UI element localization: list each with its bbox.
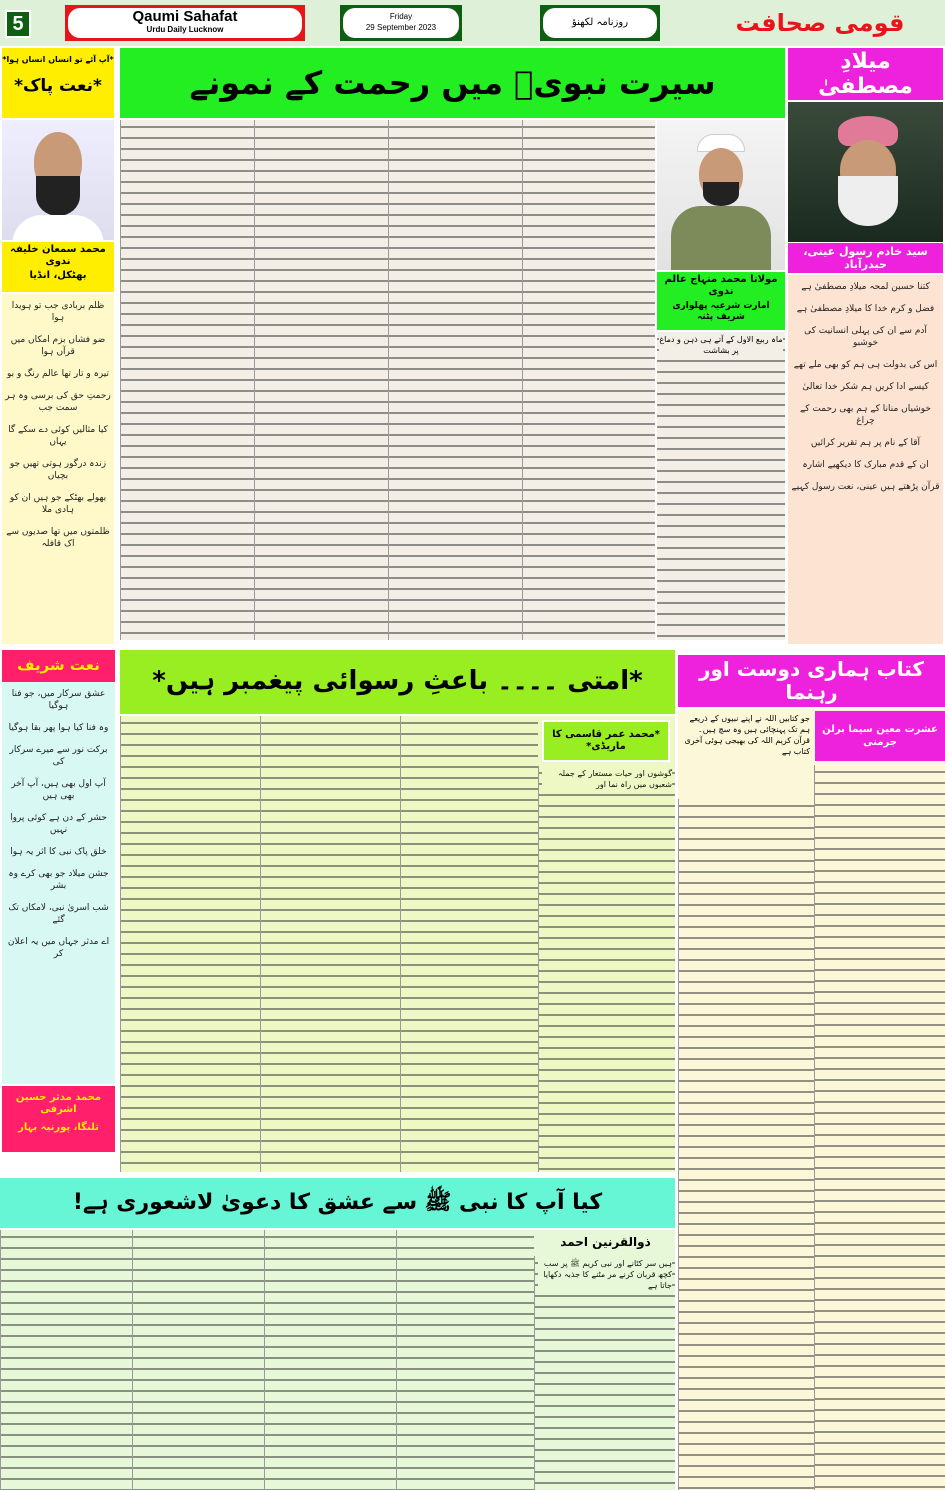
verse: آقا کے نام پر ہم تقریر کرائیں [810, 438, 921, 448]
author-photo-minhaj [657, 120, 785, 270]
verse: ظلمتوں میں تھا صدیوں سے اک قافلہ [6, 527, 110, 549]
ummati-headline: *امتی ۔۔۔۔ باعثِ رسوائی پیغمبر ہیں* [120, 650, 675, 714]
article-lead: ہیں سر کٹانے اور نبی کریم ﷺ پر سب کچھ قربان کرنے مر مٹنے کا جذبہ دکھایا جاتا ہے [538, 1258, 672, 1291]
masthead-box [65, 5, 305, 41]
author-name: مولانا محمد منہاج عالم ندوی [664, 274, 778, 297]
main-article-body [120, 120, 655, 640]
verse: زندہ درگور ہوتی تھیں جو بچیاں [9, 459, 107, 481]
verse: آپ اول بھی ہیں، آپ آخر بھی ہیں [11, 779, 106, 801]
verse: رحمتِ حق کی برسی وہ ہر سمت جب [5, 391, 111, 413]
kitab-headline: کتاب ہماری دوست اور رہنما [678, 655, 945, 707]
naat-sharif-caption [2, 1086, 115, 1152]
verse: برکت نور سے میرے سرکار کی [9, 745, 108, 767]
verse: کیسے ادا کریں ہم شکر خدا تعالیٰ [802, 382, 929, 392]
date-box [340, 5, 462, 41]
kitab-byline: عشرت معین سیما برلن جرمنی [815, 711, 945, 761]
verse: آدم سے ان کی پہلی انسانیت کی خوشبو [804, 326, 927, 348]
main-headline: سیرت نبویؐ میں رحمت کے نمونے [120, 48, 785, 118]
page-number: 5 [5, 10, 31, 38]
naat-subheading: *آپ آئے تو انساں انساں ہوا* [2, 55, 114, 64]
milad-author: سید خادم رسول عینی، حیدرآباد [788, 243, 943, 273]
naat-heading: *نعت پاک* [14, 76, 102, 96]
verse: اس کی بدولت ہی ہم کو بھی ملے تھے [793, 360, 938, 370]
verse: خوشیاں منانا کے ہم بھی رحمت کے چراغ [800, 404, 931, 426]
masthead-subtitle: Urdu Daily Lucknow [146, 25, 224, 34]
naat-verses [2, 294, 114, 644]
verse: ضو فشاں بزم امکاں میں قرآں ہوا [10, 335, 106, 357]
author-location: بھٹکل، انڈیا [29, 270, 87, 281]
verse: خلق پاک نبی کا اثر یہ ہوا [10, 847, 107, 857]
naat-sharif-verses [2, 682, 115, 1084]
verse: کیا مثالیں کوئی دے سکے گا یہاں [8, 425, 108, 447]
article-lead: گوشوں اور حیات مستعار کے جملہ شعبوں میں راہ نما اور [542, 768, 672, 790]
ishq-headline: کیا آپ کا نبی ﷺ سے عشق کا دعویٰ لاشعوری ہے! [0, 1178, 675, 1228]
ishq-byline: ذوالقرنین احمد [538, 1232, 673, 1254]
naat-pak-heading [2, 48, 114, 118]
milad-heading: میلادِ مصطفیٰ [788, 48, 943, 100]
author-caption [2, 242, 114, 292]
milad-verses [788, 275, 943, 644]
ummati-article-body [120, 716, 675, 1172]
verse: جشن میلاد جو بھی کرے وہ بشر [8, 869, 109, 891]
author-org: امارت شرعیہ پھلواری شریف پٹنہ [672, 301, 770, 322]
day-label: Friday [389, 12, 413, 21]
article-lead: جو کتابیں اللہ نے اپنے نبیوں کے ذریعے ہم تک پہنچائی ہیں وہ سچ ہیں۔ قرآن کریم اللہ کی بھیجی ہوئی آخری کتاب ہے [684, 714, 810, 756]
verse: تیرہ و تار تھا عالم رنگ و بو [6, 369, 110, 379]
verse: اے مدثر جہاں میں یہ اعلان کر [7, 937, 110, 959]
author-location: تلنگا، پورنیہ بہار [18, 1122, 99, 1133]
author-photo-samaan [2, 120, 114, 240]
author-name: محمد مدثر حسین اشرفی [15, 1092, 102, 1115]
article-lead: ماہ ربیع الاول کے آتے ہی ذہن و دماغ پر بشاشت [659, 335, 783, 355]
main-article-column [657, 332, 785, 640]
author-photo-ainee [788, 102, 943, 242]
naat-sharif-heading: نعت شریف [2, 650, 115, 682]
urdu-masthead-title: قومی صحافت [735, 9, 905, 37]
verse: قرآن پڑھتے ہیں عینی، نعت رسول کہیے [791, 482, 940, 492]
author-name: محمد سمعان خلیفہ ندوی [10, 244, 106, 267]
date-label: 29 September 2023 [365, 23, 437, 32]
verse: حشر کے دن ہے کوئی پروا نہیں [10, 813, 107, 835]
verse: وہ فنا کیا ہوا پھر بقا ہوگیا [8, 723, 109, 733]
masthead-title: Qaumi Sahafat [132, 8, 238, 25]
verse: فضل و کرم خدا کا میلادِ مصطفیٰ ہے [796, 304, 935, 314]
roznama-box [540, 5, 660, 41]
verse: ظلم بربادی جب تو ہویدا ہوا [11, 301, 105, 323]
main-author-caption [657, 272, 785, 330]
verse: ان کے قدم مبارک کا دیکھیے اشارہ [802, 460, 929, 470]
verse: کتنا حسین لمحہ میلادِ مصطفیٰ ہے [801, 282, 930, 292]
verse: عشق سرکار میں، جو فنا ہوگیا [11, 689, 106, 711]
ishq-article-body [0, 1230, 675, 1490]
verse: بھولے بھٹکے جو ہیں ان کو ہادی ملا [9, 493, 107, 515]
ummati-byline: *محمد عمر قاسمی کا ماریڈی* [542, 720, 670, 762]
kitab-lead-box [680, 711, 812, 759]
roznama-label: روزنامہ لکھنؤ [543, 8, 657, 38]
verse: شب اسریٰ نبی، لامکاں تک گئے [8, 903, 109, 925]
kitab-article-body [678, 709, 945, 1490]
